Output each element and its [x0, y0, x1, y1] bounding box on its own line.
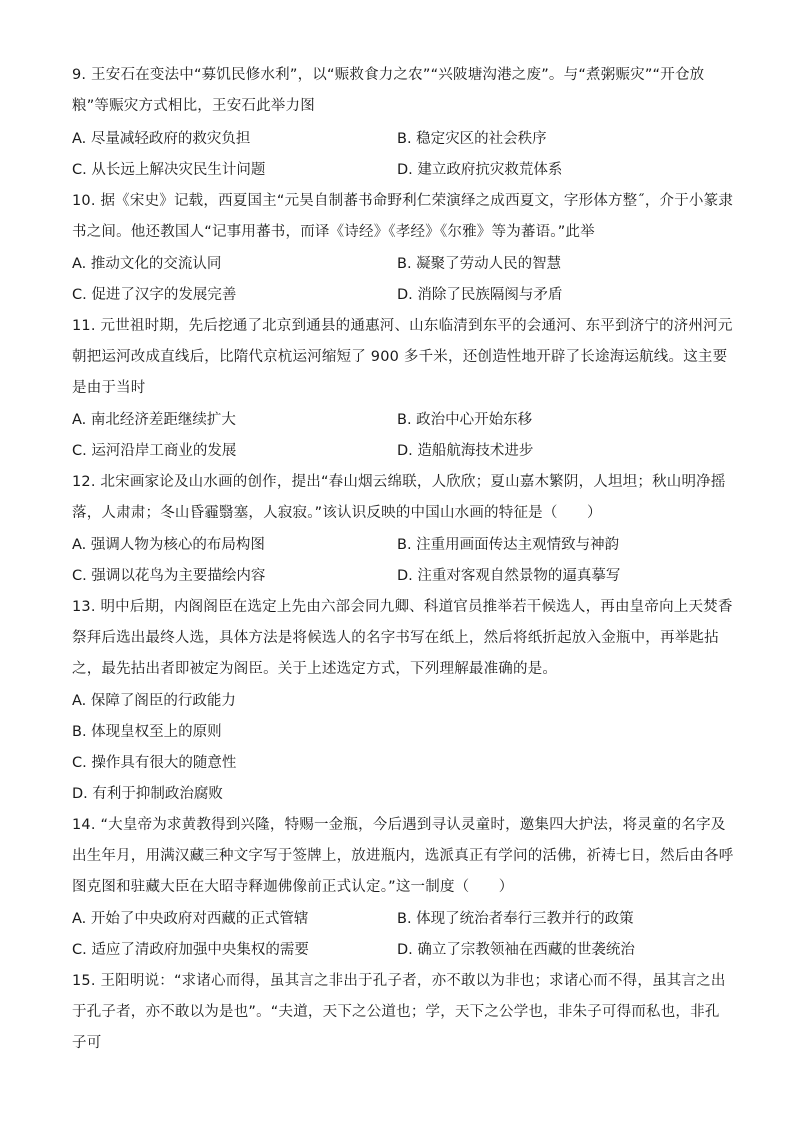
- option-d[interactable]: D. 确立了宗教领袖在西藏的世袭统治: [397, 942, 635, 958]
- question-12-stem: 12. 北宋画家论及山水画的创作，提出“春山烟云绵联，人欣欣；夏山嘉木繁阴，人坦坦；秋山明净摇落，人肃肃；冬山昏霾翳塞，人寂寂。”该认识反映的中国山水画的特征是（ ）: [72, 474, 726, 521]
- option-b[interactable]: B. 体现了统治者奉行三教并行的政策: [397, 911, 634, 927]
- question-10-options: [72, 249, 734, 311]
- question-13-options: [72, 686, 734, 810]
- options-row: [72, 405, 734, 436]
- options-row: [72, 155, 734, 186]
- option-a[interactable]: A. 推动文化的交流认同: [72, 256, 222, 272]
- options-row: [72, 249, 734, 280]
- option-c[interactable]: C. 适应了清政府加强中央集权的需要: [72, 942, 309, 958]
- question-10-stem: 10. 据《宋史》记载，西夏国主“元昊自制蕃书命野利仁荣演绎之成西夏文，字形体方整˝，介于小篆隶书之间。他还教国人“记事用蕃书，而译《诗经》《孝经》《尔雅》等为蕃语。”此举: [72, 193, 734, 240]
- question-14-options: [72, 904, 734, 966]
- question-13-stem: 13. 明中后期，内阁阁臣在选定上先由六部会同九卿、科道官员推举若干候选人，再由皇帝向上天焚香祭拜后选出最终人选，具体方法是将候选人的名字书写在纸上，然后将纸折起放入金瓶中，再举匙拈之，最先拈出者即被定为阁臣。关于上述选定方式，下列理解最准确的是。: [72, 599, 733, 677]
- option-c[interactable]: C. 操作具有很大的随意性: [72, 755, 237, 771]
- option-a[interactable]: A. 开始了中央政府对西藏的正式管辖: [72, 911, 309, 927]
- question-15-stem: 15. 王阳明说：“求诸心而得，虽其言之非出于孔子者，亦不敢以为非也；求诸心而不得，虽其言之出于孔子者，亦不敢以为是也”。“夫道，天下之公道也；学，天下之公学也，非朱子可得而私也，非孔子可: [72, 973, 726, 1051]
- question-14-stem: 14. “大皇帝为求黄教得到兴隆，特赐一金瓶，今后遇到寻认灵童时，邀集四大护法，将灵童的名字及出生年月，用满汉藏三种文字写于签牌上，放进瓶内，选派真正有学问的活佛，祈祷七日，然后由各呼图克图和驻藏大臣在大昭寺释迦佛像前正式认定。”这一制度（ ）: [72, 817, 734, 895]
- question-9-stem: 9. 王安石在变法中“募饥民修水利”，以“赈救食力之农”“兴陂塘沟港之废”。与“煮粥赈灾”“开仓放粮”等赈灾方式相比，王安石此举力图: [72, 67, 705, 114]
- option-b[interactable]: B. 凝聚了劳动人民的智慧: [397, 256, 562, 272]
- question-9-options: [72, 124, 734, 186]
- option-d[interactable]: D. 消除了民族隔阂与矛盾: [397, 287, 563, 303]
- option-b[interactable]: B. 稳定灾区的社会秩序: [397, 131, 547, 147]
- options-row: [72, 561, 734, 592]
- options-row: [72, 280, 734, 311]
- options-row: [72, 904, 734, 935]
- options-row: [72, 436, 734, 467]
- option-c[interactable]: C. 促进了汉字的发展完善: [72, 287, 237, 303]
- option-a[interactable]: A. 保障了阁臣的行政能力: [72, 693, 236, 709]
- option-a[interactable]: A. 南北经济差距继续扩大: [72, 412, 236, 428]
- option-b[interactable]: B. 政治中心开始东移: [397, 412, 533, 428]
- option-c[interactable]: C. 强调以花鸟为主要描绘内容: [72, 568, 266, 584]
- options-row: [72, 530, 734, 561]
- option-a[interactable]: A. 强调人物为核心的布局构图: [72, 537, 265, 553]
- options-row: [72, 124, 734, 155]
- option-d[interactable]: D. 建立政府抗灾救荒体系: [397, 162, 563, 178]
- option-d[interactable]: D. 造船航海技术进步: [397, 443, 534, 459]
- question-12-options: [72, 530, 734, 592]
- option-d[interactable]: D. 注重对客观自然景物的逼真摹写: [397, 568, 621, 584]
- option-c[interactable]: C. 运河沿岸工商业的发展: [72, 443, 237, 459]
- option-a[interactable]: A. 尽量减轻政府的救灾负担: [72, 131, 251, 147]
- question-11-options: [72, 405, 734, 467]
- option-b[interactable]: B. 体现皇权至上的原则: [72, 724, 222, 740]
- question-11-stem: 11. 元世祖时期，先后挖通了北京到通县的通惠河、山东临清到东平的会通河、东平到济宁的济州河元朝把运河改成直线后，比隋代京杭运河缩短了 900 多千米，还创造性地开辟了长途海运航线。这主要是由于当时: [72, 318, 733, 396]
- options-row: [72, 935, 734, 966]
- option-d[interactable]: D. 有利于抑制政治腐败: [72, 786, 223, 802]
- option-b[interactable]: B. 注重用画面传达主观情致与神韵: [397, 537, 620, 553]
- option-c[interactable]: C. 从长远上解决灾民生计问题: [72, 162, 266, 178]
